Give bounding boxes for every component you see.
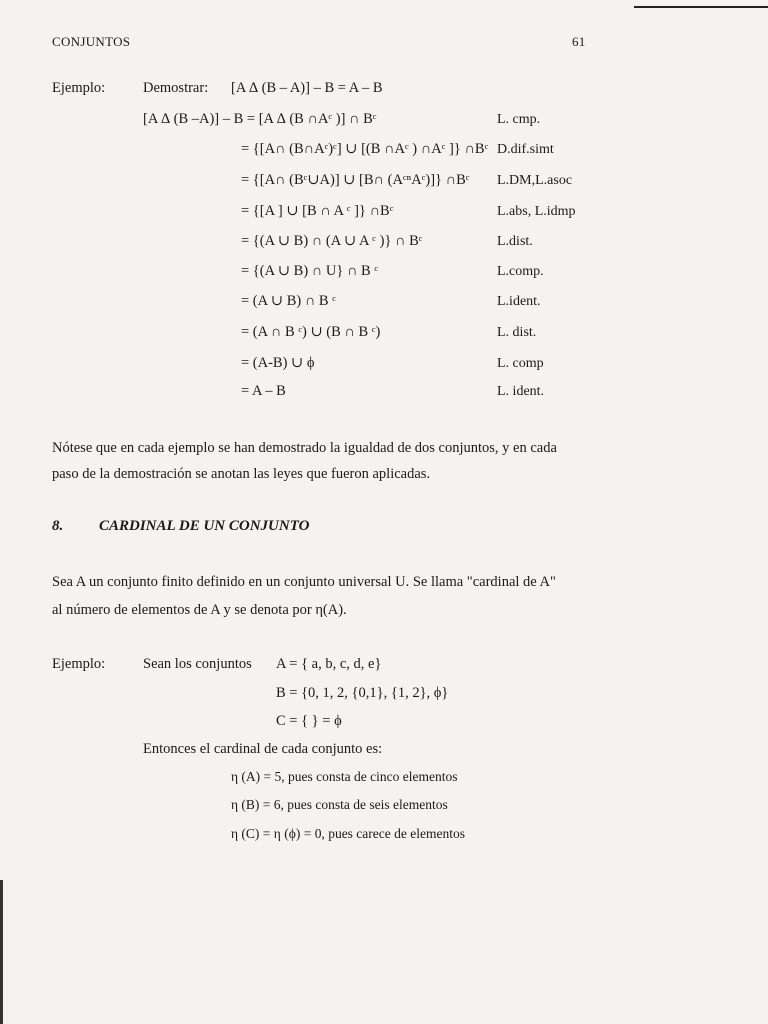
- proof-step-expression: = (A ∩ B ᶜ) ∪ (B ∩ B ᶜ): [241, 324, 381, 340]
- page-number: 61: [572, 34, 586, 49]
- proof-step-law: L.comp.: [497, 264, 544, 279]
- proof-step-law: L.abs, L.idmp: [497, 204, 576, 219]
- set-definition: A = { a, b, c, d, e}: [276, 656, 382, 672]
- statement: [A ∆ (B – A)] – B = A – B: [231, 80, 383, 96]
- proof-step-expression: = (A ∪ B) ∩ B ᶜ: [241, 293, 336, 309]
- section-number: 8.: [52, 518, 64, 534]
- set-definition: B = {0, 1, 2, {0,1}, {1, 2}, ϕ}: [276, 685, 449, 701]
- proof-step-law: L. ident.: [497, 384, 545, 399]
- proof-step-law: D.dif.simt: [497, 142, 554, 157]
- cardinal-result: η (A) = 5, pues consta de cinco elementos: [231, 769, 458, 784]
- proof-step-expression: = {(A ∪ B) ∩ (A ∪ A ᶜ )} ∩ Bᶜ: [241, 233, 423, 249]
- top-rule: [634, 6, 768, 8]
- proof-step-law: L. cmp.: [497, 112, 541, 127]
- proof-step-expression: = A – B: [241, 383, 286, 399]
- cardinal-intro: Entonces el cardinal de cada conjunto es:: [143, 741, 383, 757]
- definition-line: al número de elementos de A y se denota por η(A).: [52, 602, 347, 618]
- proof-step-expression: = {(A ∪ B) ∩ U} ∩ B ᶜ: [241, 263, 379, 279]
- running-header: CONJUNTOS: [52, 34, 131, 49]
- example-intro: Sean los conjuntos: [143, 656, 252, 672]
- definition-line: Sea A un conjunto finito definido en un conjunto universal U. Se llama "cardinal de A": [52, 574, 556, 590]
- proof-step-law: L. dist.: [497, 325, 537, 340]
- proof-step-expression: = {[A ] ∪ [B ∩ A ᶜ ]} ∩Bᶜ: [241, 203, 394, 219]
- section-title: CARDINAL DE UN CONJUNTO: [99, 518, 310, 534]
- proof-step-expression: = {[A∩ (Bᶜ∪A)] ∪ [B∩ (AᶜⁿAᶜ)]} ∩Bᶜ: [241, 172, 470, 188]
- proof-step-law: L. comp: [497, 356, 544, 371]
- example-label: Ejemplo:: [52, 656, 106, 672]
- proof-step-law: L.DM,L.asoc: [497, 173, 573, 188]
- set-definition: C = { } = ϕ: [276, 713, 342, 729]
- proof-step-expression: = (A-B) ∪ ϕ: [241, 355, 315, 371]
- note-paragraph-line: paso de la demostración se anotan las leyes que fueron aplicadas.: [52, 466, 431, 482]
- cardinal-result: η (B) = 6, pues consta de seis elementos: [231, 797, 448, 812]
- proof-step-expression: = {[A∩ (B∩Aᶜ)ᶜ] ∪ [(B ∩Aᶜ ) ∩Aᶜ ]} ∩Bᶜ: [241, 141, 489, 157]
- cardinal-result: η (C) = η (ϕ) = 0, pues carece de elementos: [231, 826, 465, 841]
- scan-edge-mark: [0, 880, 3, 1024]
- proof-step-law: L.ident.: [497, 294, 541, 309]
- example-label: Ejemplo:: [52, 80, 106, 96]
- proof-step-expression: [A ∆ (B –A)] – B = [A ∆ (B ∩Aᶜ )] ∩ Bᶜ: [143, 111, 377, 127]
- note-paragraph-line: Nótese que en cada ejemplo se han demostrado la igualdad de dos conjuntos, y en cada: [52, 440, 557, 456]
- proof-step-law: L.dist.: [497, 234, 533, 249]
- demostrar-label: Demostrar:: [143, 80, 209, 96]
